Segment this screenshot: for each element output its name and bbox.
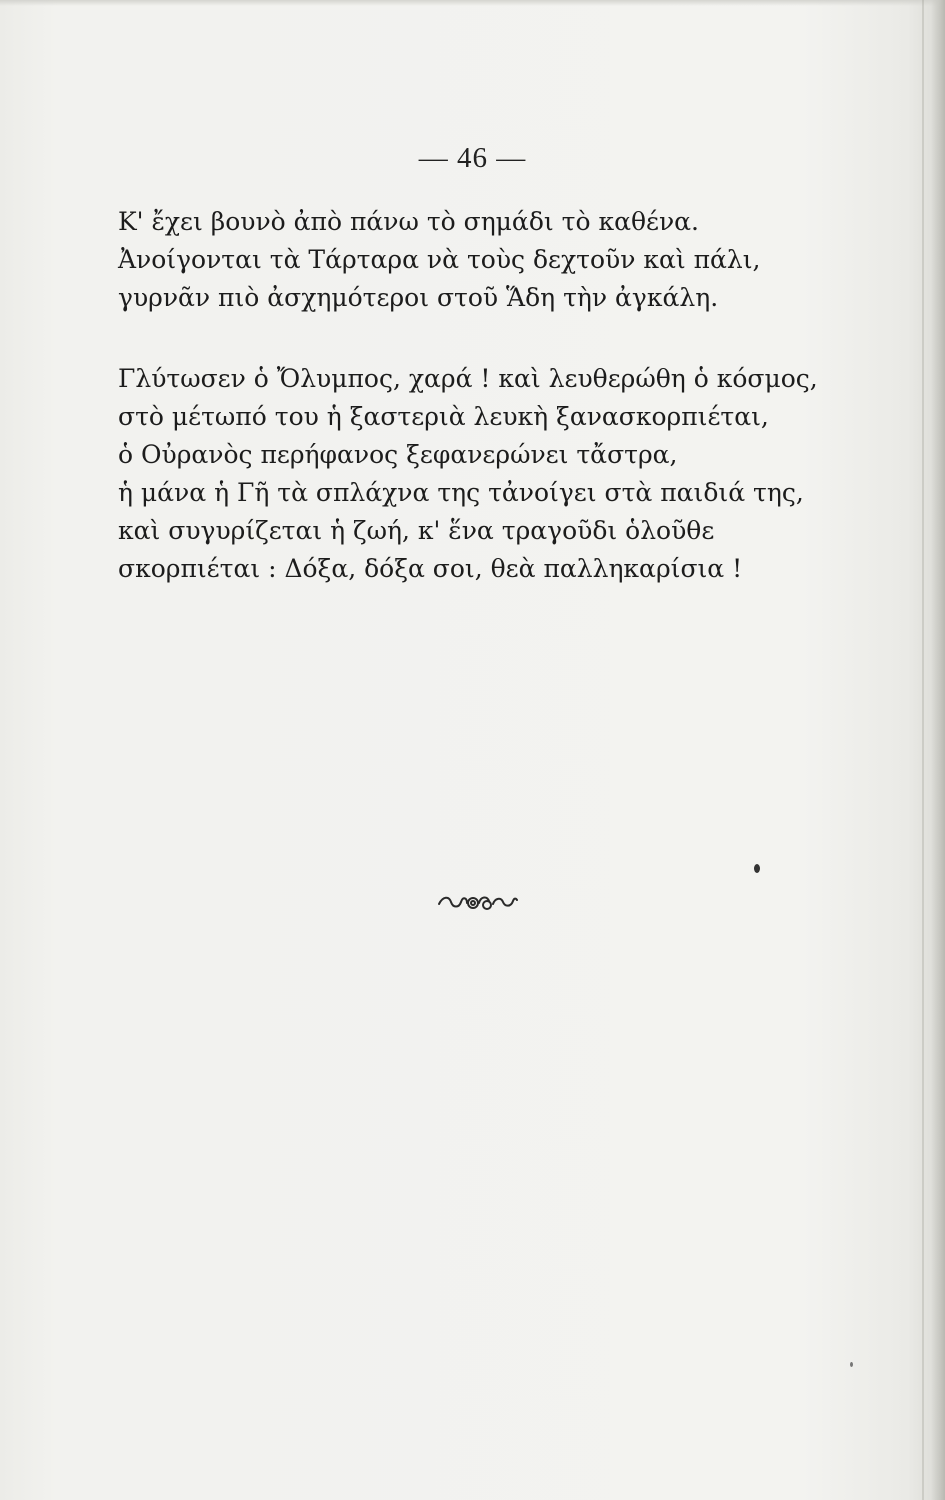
page-fold-line [922,0,924,1500]
verse-line: γυρνᾶν πιὸ ἀσχημότεροι στοῦ Ἅδη τὴν ἀγκάλη. [118,283,719,312]
verse-line: καὶ συγυρίζεται ἡ ζωή, κ' ἕνα τραγοῦδι ὁλοῦθε [118,516,715,545]
page-right-edge [931,0,945,1500]
verse-line: Κ' ἔχει βουνὸ ἀπὸ πάνω τὸ σημάδι τὸ καθένα. [118,207,699,236]
verse-line: σκορπιέται : Δόξα, δόξα σοι, θεὰ παλληκαρίσια ! [118,554,743,583]
page-number: — 46 — [418,142,527,174]
fleuron-ornament-icon [437,890,519,914]
verse-line: στὸ μέτωπό του ἡ ξαστεριὰ λευκὴ ξανασκορπιέται, [118,402,769,431]
stanza-2 [118,360,878,588]
ink-speck [754,864,760,873]
verse-line: Γλύτωσεν ὁ Ὄλυμπος, χαρά ! καὶ λευθερώθη ὁ κόσμος, [118,364,818,393]
verse-line: ἡ μάνα ἡ Γῆ τὰ σπλάχνα της τἀνοίγει στὰ παιδιά της, [118,478,804,507]
verse-line: Ἀνοίγονται τὰ Τάρταρα νὰ τοὺς δεχτοῦν καὶ πάλι, [118,245,761,274]
verse-line: ὁ Οὐρανὸς περήφανος ξεφανερώνει τἄστρα, [118,440,678,469]
ink-speck [850,1362,853,1367]
page-top-edge [0,0,945,6]
stanza-1 [118,203,878,317]
